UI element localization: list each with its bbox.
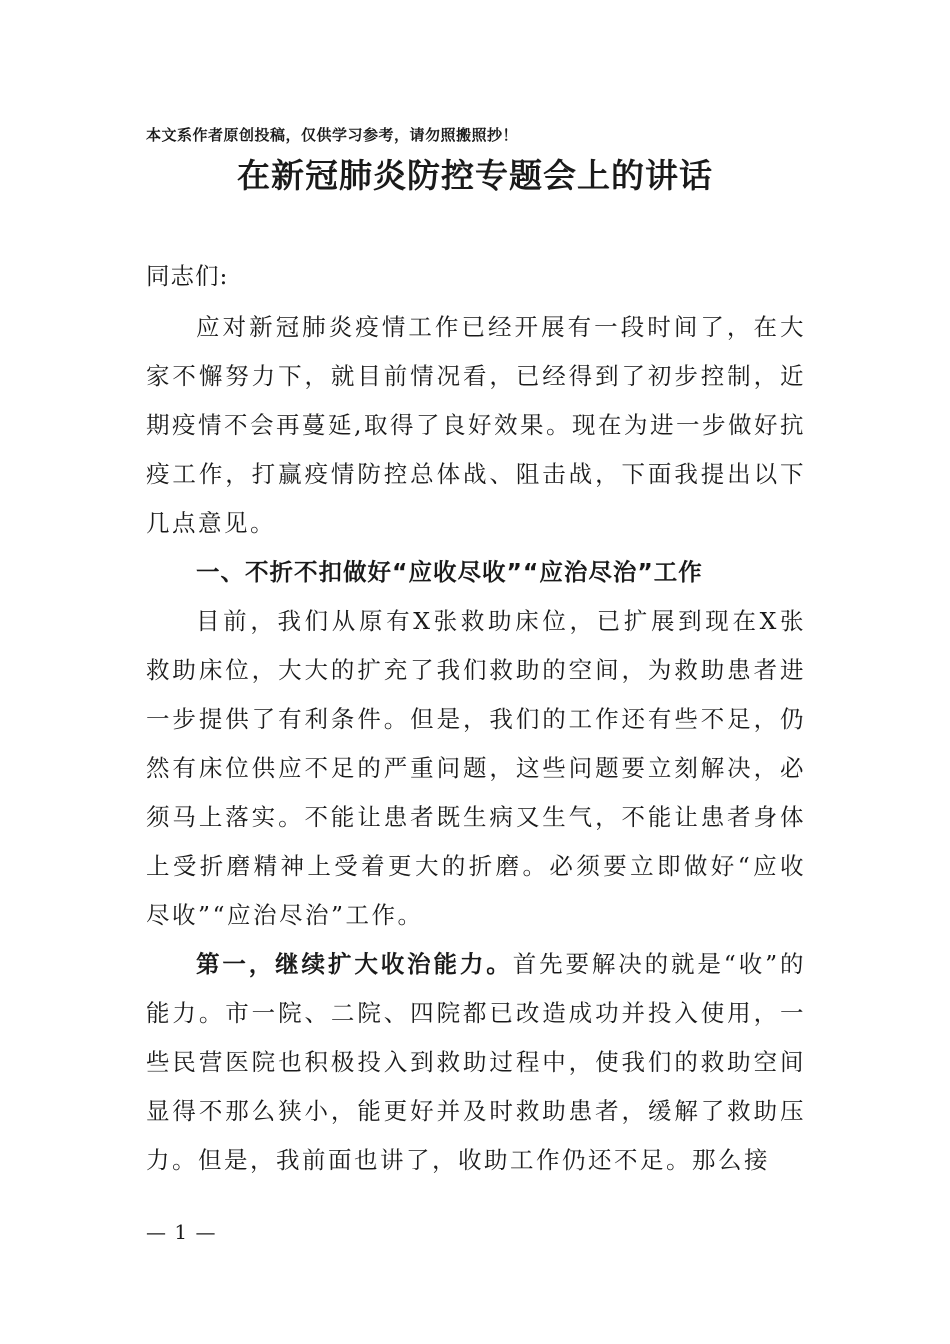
point-paragraph <box>146 940 806 1185</box>
page-number: — 1 — <box>146 1220 217 1244</box>
intro-paragraph: 应对新冠肺炎疫情工作已经开展有一段时间了，在大家不懈努力下，就目前情况看，已经得到了初步控制，近期疫情不会再蔓延,取得了良好效果。现在为进一步做好抗疫工作，打赢疫情防控总体战、阻击战，下面我提出以下几点意见。 <box>146 313 806 537</box>
point-lead: 第一，继续扩大收治能力。 <box>196 950 513 978</box>
point-text: 首先要解决的就是“收”的能力。市一院、二院、四院都已改造成功并投入使用，一些民营医院也积极投入到救助过程中，使我们的救助空间显得不那么狭小，能更好并及时救助患者，缓解了救助压力。但是，我前面也讲了，收助工作仍还不足。那么接 <box>146 950 807 1174</box>
copyright-notice: 本文系作者原创投稿，仅供学习参考，请勿照搬照抄！ <box>146 126 519 144</box>
document-body <box>146 252 806 1185</box>
section-paragraph: 目前，我们从原有X张救助床位，已扩展到现在X张救助床位，大大的扩充了我们救助的空间，为救助患者进一步提供了有利条件。但是，我们的工作还有些不足，仍然有床位供应不足的严重问题，这些问题要立刻解决，必须马上落实。不能让患者既生病又生气，不能让患者身体上受折磨精神上受着更大的折磨。必须要立即做好“应收尽收”“应治尽治”工作。 <box>146 607 806 929</box>
greeting: 同志们: <box>146 262 229 290</box>
section-heading: 一、不折不扣做好“应收尽收”“应治尽治”工作 <box>196 558 703 586</box>
document-title: 在新冠肺炎防控专题会上的讲话 <box>237 156 713 195</box>
